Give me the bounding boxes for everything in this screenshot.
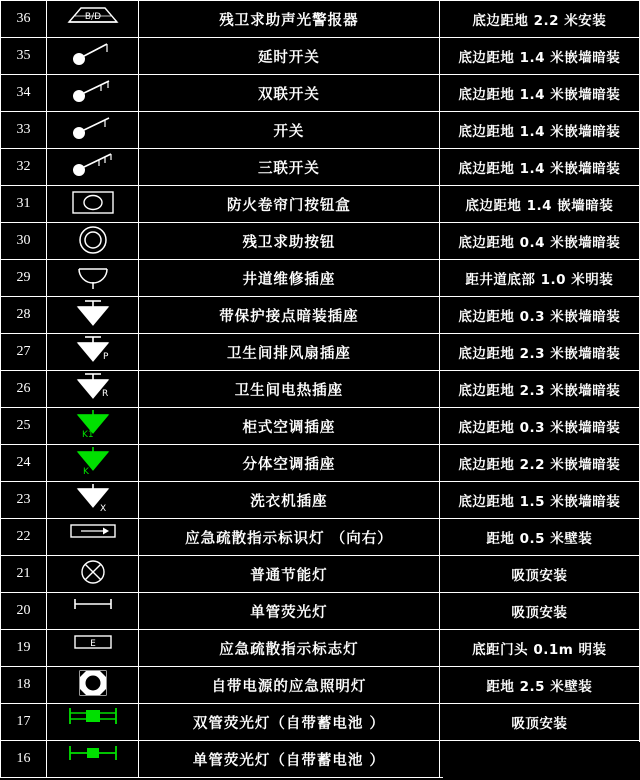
row-description: 单管荧光灯 xyxy=(139,593,439,630)
symbol-cell xyxy=(47,371,139,408)
symbol-cell xyxy=(47,260,139,297)
row-number: 19 xyxy=(1,630,47,667)
row-description: 残卫求助声光警报器 xyxy=(139,1,439,38)
row-number: 35 xyxy=(1,38,47,75)
row-description: 卫生间排风扇插座 xyxy=(139,334,439,371)
socket-protected-icon xyxy=(48,298,138,333)
row-note: 距地 0.5 米壁装 xyxy=(439,519,639,556)
symbol-cell xyxy=(47,149,139,186)
single-tube-fluorescent-battery-icon xyxy=(48,742,138,777)
double-tube-fluorescent-battery-icon xyxy=(48,705,138,740)
row-description: 应急疏散指示标志灯 xyxy=(139,630,439,667)
table-row xyxy=(1,260,640,297)
row-description: 井道维修插座 xyxy=(139,260,439,297)
svg-text:E: E xyxy=(89,638,96,649)
socket-exhaust-fan-icon xyxy=(48,335,138,370)
row-note: 吸顶安装 xyxy=(439,556,639,593)
socket-water-heater-icon xyxy=(48,372,138,407)
symbol-cell xyxy=(47,667,139,704)
row-note: 底边距地 2.3 米嵌墙暗装 xyxy=(439,371,639,408)
legend-table-body xyxy=(1,1,640,778)
row-note: 底边距地 1.4 米嵌墙暗装 xyxy=(439,75,639,112)
row-number: 33 xyxy=(1,112,47,149)
row-description: 带保护接点暗装插座 xyxy=(139,297,439,334)
symbol-cell xyxy=(47,593,139,630)
table-row xyxy=(1,75,640,112)
row-description: 洗衣机插座 xyxy=(139,482,439,519)
exit-sign-right-icon xyxy=(48,520,138,555)
symbol-cell xyxy=(47,186,139,223)
row-description: 单管荧光灯（自带蓄电池 ） xyxy=(139,741,439,778)
fire-shutter-button-box-icon xyxy=(48,187,138,222)
row-note: 底距门头 0.1m 明装 xyxy=(439,630,639,667)
cropped-corner-mask xyxy=(443,742,640,780)
svg-text:K1: K1 xyxy=(81,429,94,439)
row-description: 双管荧光灯（自带蓄电池 ） xyxy=(139,704,439,741)
symbol-cell xyxy=(47,482,139,519)
table-row xyxy=(1,408,640,445)
row-note: 距井道底部 1.0 米明装 xyxy=(439,260,639,297)
help-button-icon xyxy=(48,224,138,259)
table-row xyxy=(1,334,640,371)
row-number: 28 xyxy=(1,297,47,334)
svg-text:P: P xyxy=(102,351,109,362)
row-note: 吸顶安装 xyxy=(439,593,639,630)
row-note: 距地 2.5 米壁装 xyxy=(439,667,639,704)
symbol-cell xyxy=(47,704,139,741)
row-number: 16 xyxy=(1,741,47,778)
row-note: 底边距地 1.4 米嵌墙暗装 xyxy=(439,38,639,75)
table-row xyxy=(1,297,640,334)
symbol-cell xyxy=(47,297,139,334)
row-number: 36 xyxy=(1,1,47,38)
row-number: 32 xyxy=(1,149,47,186)
row-number: 31 xyxy=(1,186,47,223)
row-note: 底边距地 2.3 米嵌墙暗装 xyxy=(439,334,639,371)
svg-text:R: R xyxy=(101,388,108,399)
table-row xyxy=(1,112,640,149)
row-description: 三联开关 xyxy=(139,149,439,186)
row-description: 柜式空调插座 xyxy=(139,408,439,445)
switch-single-icon xyxy=(48,39,138,74)
symbol-cell xyxy=(47,741,139,778)
row-number: 29 xyxy=(1,260,47,297)
energy-saving-lamp-icon xyxy=(48,557,138,592)
table-row xyxy=(1,223,640,260)
socket-cabinet-ac-icon xyxy=(48,409,138,444)
row-description: 开关 xyxy=(139,112,439,149)
row-description: 卫生间电热插座 xyxy=(139,371,439,408)
symbol-cell xyxy=(47,334,139,371)
table-row xyxy=(1,1,640,38)
symbol-cell xyxy=(47,223,139,260)
table-row xyxy=(1,556,640,593)
row-description: 普通节能灯 xyxy=(139,556,439,593)
table-row xyxy=(1,667,640,704)
svg-text:K: K xyxy=(82,466,89,476)
table-row xyxy=(1,371,640,408)
row-note: 底边距地 1.4 米嵌墙暗装 xyxy=(439,112,639,149)
symbol-cell xyxy=(47,38,139,75)
switch-triple-icon xyxy=(48,150,138,185)
svg-text:X: X xyxy=(99,503,106,513)
row-description: 分体空调插座 xyxy=(139,445,439,482)
symbol-cell xyxy=(47,75,139,112)
table-row xyxy=(1,445,640,482)
symbol-cell xyxy=(47,408,139,445)
row-note: 底边距地 0.3 米嵌墙暗装 xyxy=(439,408,639,445)
self-powered-emergency-light-icon xyxy=(48,668,138,703)
row-note: 底边距地 1.5 米嵌墙暗装 xyxy=(439,482,639,519)
symbol-cell xyxy=(47,519,139,556)
row-note: 底边距地 2.2 米嵌墙暗装 xyxy=(439,445,639,482)
table-row xyxy=(1,186,640,223)
table-row xyxy=(1,482,640,519)
switch-double-icon xyxy=(48,76,138,111)
row-number: 24 xyxy=(1,445,47,482)
row-note: 底边距地 1.4 米嵌墙暗装 xyxy=(439,149,639,186)
row-description: 残卫求助按钮 xyxy=(139,223,439,260)
symbol-cell xyxy=(47,1,139,38)
svg-text:B/D: B/D xyxy=(84,11,101,22)
row-number: 21 xyxy=(1,556,47,593)
alarm-siren-icon xyxy=(48,2,138,37)
row-note: 底边距地 0.4 米嵌墙暗装 xyxy=(439,223,639,260)
row-number: 30 xyxy=(1,223,47,260)
table-row xyxy=(1,149,640,186)
row-note: 底边距地 1.4 嵌墙暗装 xyxy=(439,186,639,223)
maintenance-socket-icon xyxy=(48,261,138,296)
row-number: 18 xyxy=(1,667,47,704)
row-number: 27 xyxy=(1,334,47,371)
row-description: 延时开关 xyxy=(139,38,439,75)
switch-plain-icon xyxy=(48,113,138,148)
row-number: 20 xyxy=(1,593,47,630)
row-note: 底边距地 2.2 米安装 xyxy=(439,1,639,38)
single-tube-fluorescent-icon xyxy=(48,594,138,629)
row-number: 25 xyxy=(1,408,47,445)
row-number: 17 xyxy=(1,704,47,741)
symbol-cell xyxy=(47,556,139,593)
row-number: 34 xyxy=(1,75,47,112)
table-row xyxy=(1,519,640,556)
table-row xyxy=(1,630,640,667)
row-note: 吸顶安装 xyxy=(439,704,639,741)
table-row xyxy=(1,593,640,630)
symbol-cell xyxy=(47,630,139,667)
table-row xyxy=(1,38,640,75)
socket-split-ac-icon xyxy=(48,446,138,481)
table-row xyxy=(1,704,640,741)
symbol-cell xyxy=(47,112,139,149)
row-number: 26 xyxy=(1,371,47,408)
row-description: 应急疏散指示标识灯 （向右） xyxy=(139,519,439,556)
row-note: 底边距地 0.3 米嵌墙暗装 xyxy=(439,297,639,334)
row-description: 双联开关 xyxy=(139,75,439,112)
row-description: 自带电源的应急照明灯 xyxy=(139,667,439,704)
socket-washer-icon xyxy=(48,483,138,518)
exit-indicator-icon xyxy=(48,631,138,666)
row-number: 22 xyxy=(1,519,47,556)
row-number: 23 xyxy=(1,482,47,519)
row-description: 防火卷帘门按钮盒 xyxy=(139,186,439,223)
symbol-cell xyxy=(47,445,139,482)
